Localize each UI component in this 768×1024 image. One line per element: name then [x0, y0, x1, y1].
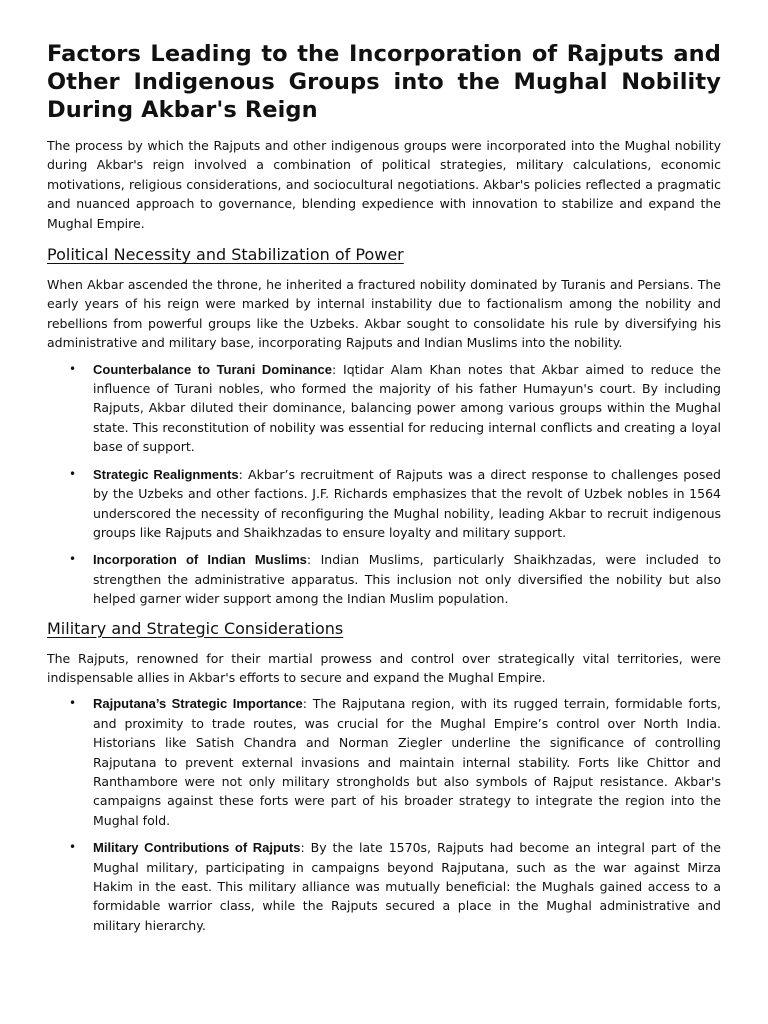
- document-title: Factors Leading to the Incorporation of Rajputs and Other Indigenous Groups into the Mughal Nobility During Akbar's Reign: [47, 41, 721, 123]
- list-item-text: : Akbar’s recruitment of Rajputs was a direct response to challenges posed by the Uzbeks and other factions. J.F. Richards emphasizes that the revolt of Uzbek nobles in 1564 underscored the necessity of reconfiguring the Mughal nobility, leading Akbar to recruit indigenous groups like Rajputs and Shaikhzadas to ensure loyalty and military support.: [93, 466, 721, 540]
- section-heading: Military and Strategic Considerations: [47, 618, 344, 638]
- bullet-list: [47, 360, 721, 609]
- list-item: [69, 550, 721, 608]
- list-item-term: Strategic Realignments: [93, 466, 239, 482]
- bullet-icon: •: [69, 552, 77, 567]
- list-item-term: Military Contributions of Rajputs: [93, 840, 301, 856]
- bullet-icon: •: [69, 466, 77, 481]
- bullet-list: [47, 694, 721, 935]
- list-item-term: Rajputana’s Strategic Importance: [93, 696, 303, 712]
- section-paragraph: When Akbar ascended the throne, he inherited a fractured nobility dominated by Turanis and Persians. The early years of his reign were marked by internal instability due to factionalism among the nobility and rebellions from powerful groups like the Uzbeks. Akbar sought to consolidate his rule by diversifying his administrative and military base, incorporating Rajputs and Indian Muslims into the nobility.: [47, 277, 721, 351]
- list-item: [69, 838, 721, 935]
- bullet-icon: •: [69, 696, 77, 711]
- list-item-term: Counterbalance to Turani Dominance: [93, 361, 332, 377]
- section-military: [47, 618, 721, 936]
- section-political: [47, 244, 721, 609]
- list-item-term: Incorporation of Indian Muslims: [93, 552, 307, 568]
- section-paragraph: The Rajputs, renowned for their martial prowess and control over strategically vital territories, were indispensable allies in Akbar's efforts to secure and expand the Mughal Empire.: [47, 650, 721, 685]
- intro-paragraph: The process by which the Rajputs and other indigenous groups were incorporated into the Mughal nobility during Akbar's reign involved a combination of political strategies, military calculations, economic motivations, religious considerations, and sociocultural negotiations. Akbar's policies reflected a pragmatic and nuanced approach to governance, blending expedience with innovation to stabilize and expand the Mughal Empire.: [47, 138, 721, 231]
- bullet-icon: •: [69, 361, 77, 376]
- list-item: [69, 694, 721, 830]
- list-item: [69, 360, 721, 457]
- list-item-text: : Iqtidar Alam Khan notes that Akbar aimed to reduce the influence of Turani nobles, who formed the majority of his father Humayun's court. By including Rajputs, Akbar diluted their dominance, balancing power among various groups within the Mughal state. This reconstitution of nobility was essential for reducing internal conflicts and creating a loyal base of support.: [93, 361, 721, 455]
- list-item-text: : The Rajputana region, with its rugged terrain, formidable forts, and proximity to trade routes, was crucial for the Mughal Empire’s control over North India. Historians like Satish Chandra and Norman Ziegler underline the significance of controlling Rajputana to prevent external invasions and maintain internal stability. Forts like Chittor and Ranthambore were not only military strongholds but also symbols of Rajput resistance. Akbar's campaigns against these forts were part of his broader strategy to integrate the region into the Mughal fold.: [93, 696, 721, 828]
- list-item-text: : By the late 1570s, Rajputs had become an integral part of the Mughal military, participating in campaigns beyond Rajputana, such as the war against Mirza Hakim in the east. This military alliance was mutually beneficial: the Mughals gained access to a formidable warrior class, while the Rajputs secured a place in the Mughal administrative and military hierarchy.: [93, 840, 721, 933]
- section-heading: Political Necessity and Stabilization of Power: [47, 245, 404, 265]
- list-item-text: : Indian Muslims, particularly Shaikhzadas, were included to strengthen the administrative apparatus. This inclusion not only diversified the nobility but also helped garner wider support among the Indian Muslim population.: [93, 552, 721, 607]
- bullet-icon: •: [69, 840, 77, 855]
- list-item: [69, 465, 721, 543]
